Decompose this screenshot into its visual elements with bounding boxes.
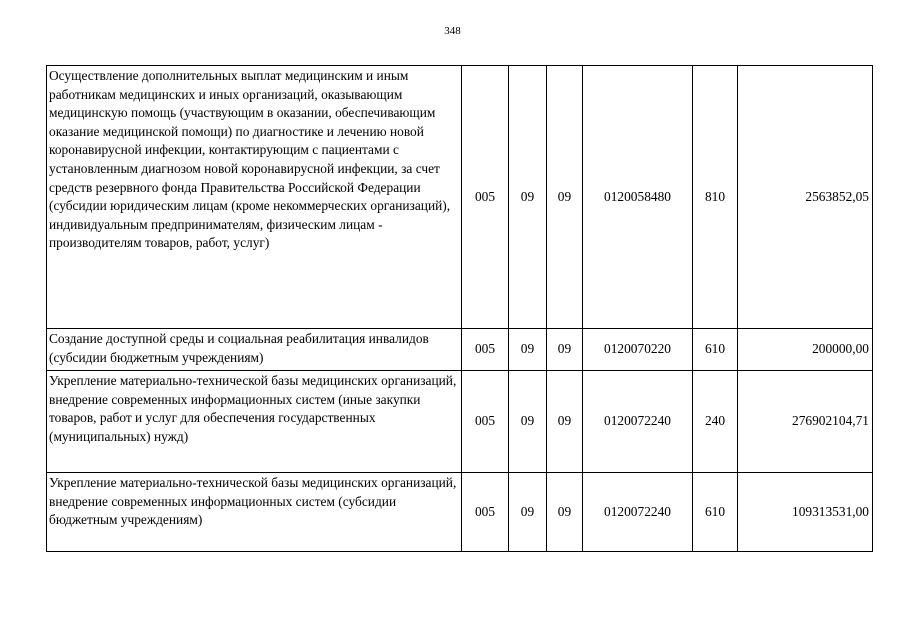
row-description: Укрепление материально-технической базы медицинских организаций, внедрение современных информационных систем (субсидии бюджетным учреждениям) xyxy=(47,473,462,552)
row-ved-code: 005 xyxy=(462,473,509,552)
row-target-article-code: 0120072240 xyxy=(583,473,693,552)
row-description: Осуществление дополнительных выплат медицинским и иным работникам медицинских и иных организаций, оказывающим медицинскую помощь (участвующим в оказании, обеспечивающим оказание медицинской помощи) по диагностике и лечению новой коронавирусной инфекции, контактирующим с пациентами с установленным диагнозом новой коронавирусной инфекции, за счет средств резервного фонда Правительства Российской Федерации (субсидии юридическим лицам (кроме некоммерческих организаций), индивидуальным предпринимателям, физическим лицам - производителям товаров, работ, услуг) xyxy=(47,66,462,329)
row-target-article-code: 0120058480 xyxy=(583,66,693,329)
row-section-code: 09 xyxy=(509,371,547,473)
table-row xyxy=(47,371,873,473)
row-target-article-code: 0120072240 xyxy=(583,371,693,473)
row-section-code: 09 xyxy=(509,329,547,371)
row-subsection-code: 09 xyxy=(547,329,583,371)
row-subsection-code: 09 xyxy=(547,473,583,552)
budget-table xyxy=(46,65,873,552)
row-section-code: 09 xyxy=(509,66,547,329)
row-description: Создание доступной среды и социальная реабилитация инвалидов (субсидии бюджетным учреждениям) xyxy=(47,329,462,371)
row-target-article-code: 0120070220 xyxy=(583,329,693,371)
row-expense-type-code: 610 xyxy=(693,473,738,552)
row-expense-type-code: 610 xyxy=(693,329,738,371)
row-sum: 109313531,00 xyxy=(738,473,873,552)
page-number: 348 xyxy=(444,25,461,37)
row-expense-type-code: 240 xyxy=(693,371,738,473)
row-ved-code: 005 xyxy=(462,371,509,473)
row-sum: 200000,00 xyxy=(738,329,873,371)
row-ved-code: 005 xyxy=(462,66,509,329)
row-subsection-code: 09 xyxy=(547,66,583,329)
row-expense-type-code: 810 xyxy=(693,66,738,329)
row-section-code: 09 xyxy=(509,473,547,552)
row-sum: 2563852,05 xyxy=(738,66,873,329)
table-row xyxy=(47,66,873,329)
row-subsection-code: 09 xyxy=(547,371,583,473)
row-sum: 276902104,71 xyxy=(738,371,873,473)
table-row xyxy=(47,473,873,552)
row-ved-code: 005 xyxy=(462,329,509,371)
row-description: Укрепление материально-технической базы медицинских организаций, внедрение современных информационных систем (иные закупки товаров, работ и услуг для обеспечения государственных (муниципальных) нужд) xyxy=(47,371,462,473)
table-row xyxy=(47,329,873,371)
